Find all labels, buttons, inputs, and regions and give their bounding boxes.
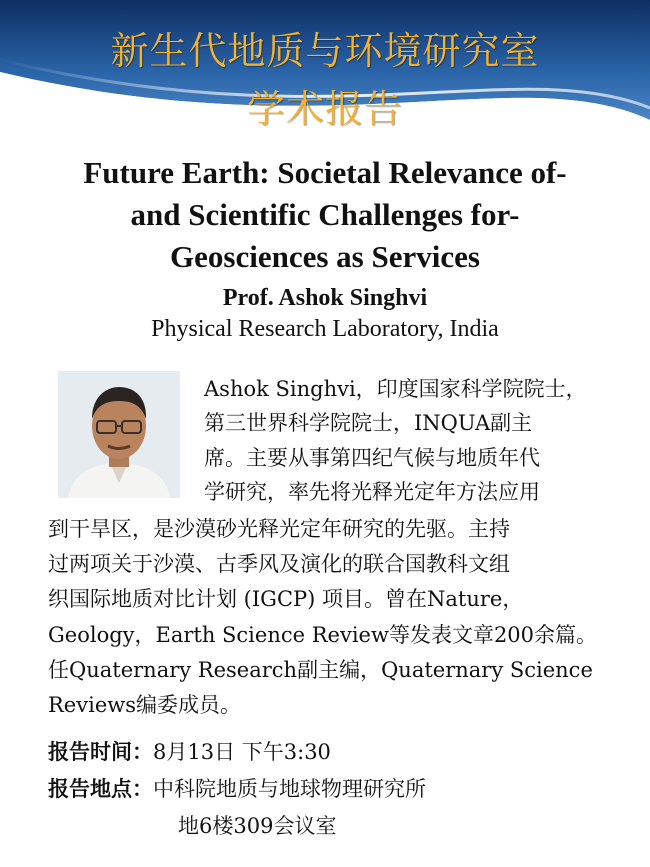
bio-line: Ashok Singhvi，印度国家科学院院士， <box>204 377 587 401</box>
bio-line: Geology，Earth Science Review等发表文章200余篇。 <box>48 623 598 647</box>
bio-line: 过两项关于沙漠、古季风及演化的联合国教科文组 <box>48 552 510 576</box>
speaker-photo <box>58 371 180 498</box>
bio-line: Reviews编委成员。 <box>48 693 241 717</box>
bio-line: 到干旱区，是沙漠砂光释光定年研究的先驱。主持 <box>48 517 510 541</box>
talk-time <box>48 736 331 766</box>
place-label: 报告地点： <box>48 776 153 801</box>
time-value: 8月13日 下午3:30 <box>153 740 331 764</box>
bio-line: 织国际地质对比计划 (IGCP) 项目。曾在Nature， <box>48 587 524 611</box>
talk-title-line: and Scientific Challenges for- <box>130 197 520 232</box>
time-label: 报告时间： <box>48 739 153 764</box>
talk-title-line: Geosciences as Services <box>170 239 480 274</box>
header-banner <box>0 0 650 150</box>
talk-place <box>48 773 426 803</box>
talk-title-line: Future Earth: Societal Relevance of- <box>83 155 567 190</box>
speaker-name: Prof. Ashok Singhvi <box>222 285 428 311</box>
bio-line: 第三世界科学院院士，INQUA副主 <box>204 411 533 435</box>
bio-line: 席。主要从事第四纪气候与地质年代 <box>204 446 540 470</box>
place-value-line2: 地6楼309会议室 <box>178 814 337 838</box>
header-title-line1: 新生代地质与环境研究室 <box>110 29 540 73</box>
speaker-affiliation: Physical Research Laboratory, India <box>151 316 499 342</box>
bio-line: 学研究，率先将光释光定年方法应用 <box>204 480 540 504</box>
talk-title <box>20 152 630 278</box>
bio-line: 任Quaternary Research副主编，Quaternary Science <box>48 658 593 682</box>
place-value: 中科院地质与地球物理研究所 <box>153 777 426 801</box>
header-title-line2: 学术报告 <box>246 87 403 131</box>
